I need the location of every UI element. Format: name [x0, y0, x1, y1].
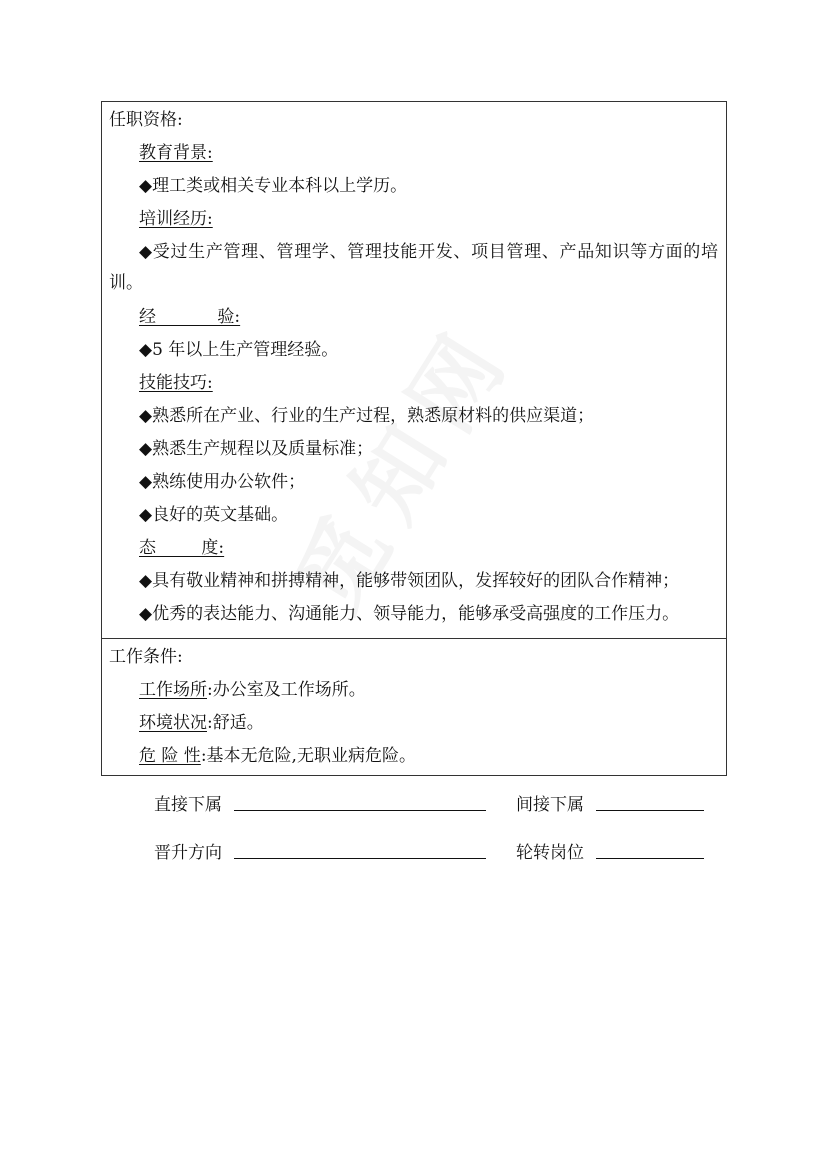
rotation-position-label: 轮转岗位: [516, 843, 584, 863]
indirect-subordinate-field[interactable]: [596, 810, 704, 811]
work-conditions-heading: 工作条件:: [109, 647, 183, 667]
skills-item: ◆熟悉所在产业、行业的生产过程，熟悉原材料的供应渠道；: [139, 406, 595, 426]
direct-subordinate-field[interactable]: [234, 810, 486, 811]
promotion-direction-field[interactable]: [234, 858, 486, 859]
condition-value: :办公室及工作场所。: [207, 680, 366, 700]
experience-label: [139, 307, 240, 327]
work-conditions-row: [102, 639, 727, 776]
training-label: 培训经历:: [139, 209, 213, 229]
attitude-label-text: 态 度:: [139, 538, 225, 558]
attitude-item: ◆优秀的表达能力、沟通能力、领导能力，能够承受高强度的工作压力。: [139, 604, 680, 624]
attitude-item: ◆具有敬业精神和拼搏精神，能够带领团队，发挥较好的团队合作精神；: [139, 571, 680, 591]
condition-value: :舒适。: [207, 713, 264, 733]
condition-value: :基本无危险,无职业病危险。: [200, 746, 416, 766]
job-requirements-table: [101, 101, 727, 776]
condition-label: 环境状况: [139, 713, 207, 733]
skills-item: ◆熟悉生产规程以及质量标准；: [139, 439, 374, 459]
training-item: ◆受过生产管理、管理学、管理技能开发、项目管理、产品知识等方面的培训。: [109, 242, 718, 293]
skills-item: ◆熟练使用办公软件；: [139, 472, 306, 492]
direct-subordinate-label: 直接下属: [154, 795, 222, 815]
experience-item: ◆5 年以上生产管理经验。: [139, 340, 339, 360]
education-item: ◆理工类或相关专业本科以上学历。: [139, 176, 408, 196]
qualifications-heading: 任职资格:: [109, 110, 183, 130]
condition-label: 工作场所: [139, 680, 207, 700]
indirect-subordinate-label: 间接下属: [516, 795, 584, 815]
promotion-direction-label: 晋升方向: [154, 843, 222, 863]
skills-label: 技能技巧:: [139, 373, 213, 393]
qualifications-row: [102, 102, 727, 639]
attitude-label: [139, 538, 224, 558]
work-conditions-cell: [102, 639, 727, 776]
condition-row: [109, 707, 718, 740]
education-label: 教育背景:: [139, 143, 213, 163]
subordinates-row: [154, 790, 714, 820]
condition-label: 危 险 性: [139, 746, 201, 766]
rotation-position-field[interactable]: [596, 858, 704, 859]
career-row: [154, 838, 714, 868]
qualifications-cell: [102, 102, 727, 639]
experience-label-text: 经 验:: [139, 307, 241, 327]
condition-row: [109, 740, 718, 773]
condition-row: [109, 674, 718, 707]
skills-item: ◆良好的英文基础。: [139, 505, 289, 525]
